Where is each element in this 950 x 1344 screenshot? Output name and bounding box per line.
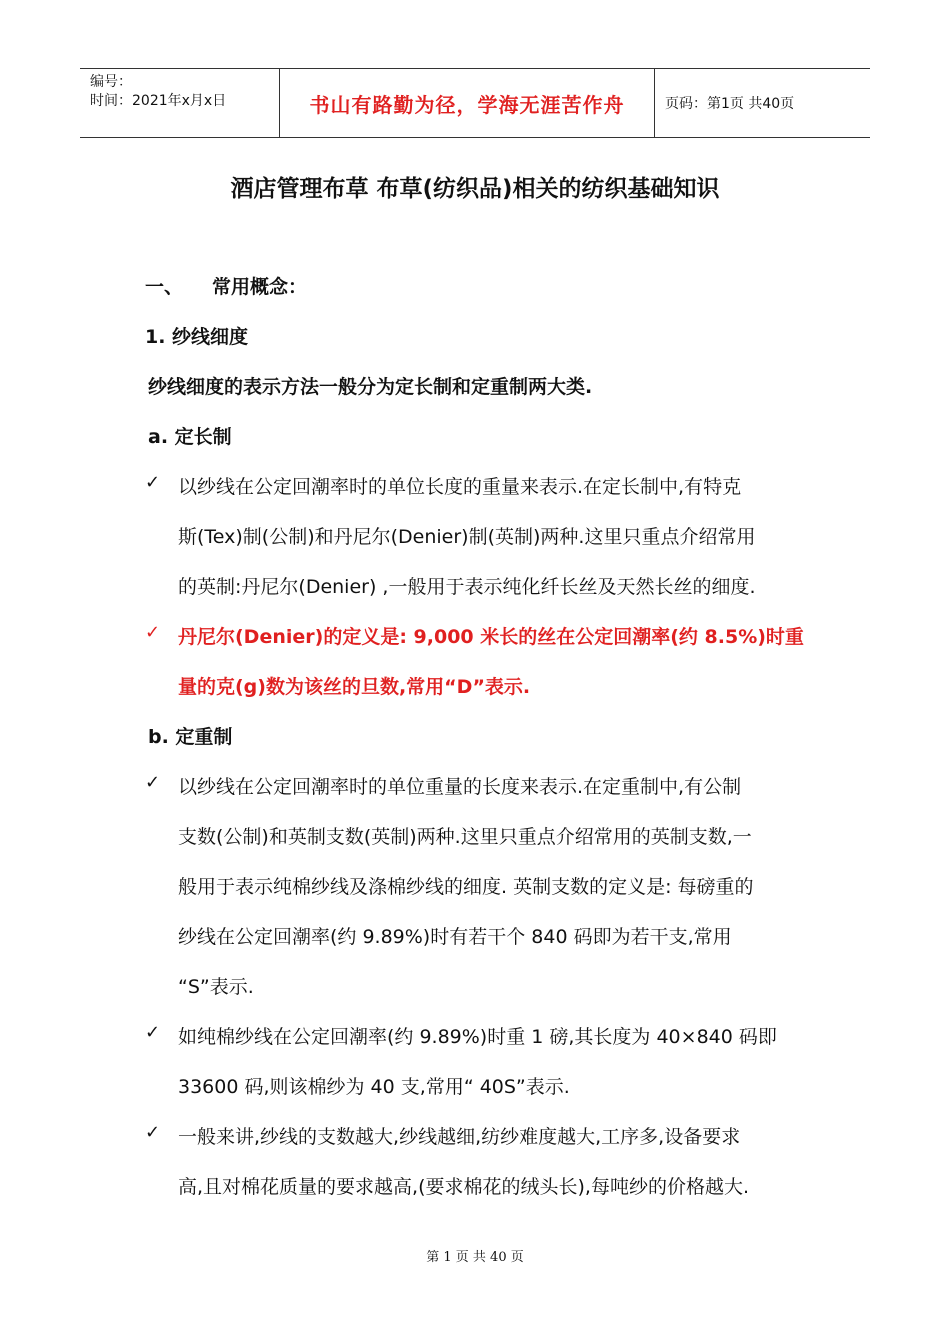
header-page-info: 页码：第1页 共40页 [665,96,795,112]
b2-line2: 33600 码,则该棉纱为 40 支,常用“ 40S”表示. [178,1076,570,1098]
subsection-heading: 1. 纱线细度 [145,326,249,348]
document-title: 酒店管理布草 布草(纺织品)相关的纺织基础知识 [230,176,720,202]
a1-line3: 的英制:丹尼尔(Denier) ,一般用于表示纯化纤长丝及天然长丝的细度. [178,576,756,598]
b3-line2: 高,且对棉花质量的要求越高,(要求棉花的绒头长),每吨纱的价格越大. [178,1176,749,1198]
b1-line4: 纱线在公定回潮率(约 9.89%)时有若干个 840 码即为若干支,常用 [178,926,732,948]
section-number: 一、 [145,276,184,298]
header-meta [80,69,280,137]
check-icon: ✓ [145,1122,161,1143]
a1-line2: 斯(Tex)制(公制)和丹尼尔(Denier)制(英制)两种.这里只重点介绍常用 [178,526,756,548]
number-label: 编号： [90,74,132,90]
check-icon: ✓ [145,772,161,793]
heading-b: b. 定重制 [148,726,233,748]
heading-a: a. 定长制 [148,426,232,448]
b2-line1: 如纯棉纱线在公定回潮率(约 9.89%)时重 1 磅,其长度为 40×840 码即 [178,1026,777,1048]
b1-line1: 以纱线在公定回潮率时的单位重量的长度来表示.在定重制中,有公制 [178,776,742,798]
a2-line1: 丹尼尔(Denier)的定义是: 9,000 米长的丝在公定回潮率(约 8.5%)时重 [178,626,804,648]
check-icon: ✓ [145,622,161,643]
header-motto: 书山有路勤为径，学海无涯苦作舟 [280,69,655,137]
a2-line2: 量的克(g)数为该丝的旦数,常用“D”表示. [178,676,531,698]
intro-paragraph: 纱线细度的表示方法一般分为定长制和定重制两大类. [148,376,593,398]
b1-line3: 般用于表示纯棉纱线及涤棉纱线的细度. 英制支数的定义是: 每磅重的 [178,876,754,898]
check-icon: ✓ [145,472,161,493]
a1-line1: 以纱线在公定回潮率时的单位长度的重量来表示.在定长制中,有特克 [178,476,742,498]
b3-line1: 一般来讲,纱线的支数越大,纱线越细,纺纱难度越大,工序多,设备要求 [178,1126,741,1148]
b1-line5: “S”表示. [178,976,254,998]
section-heading: 常用概念： [212,276,308,298]
b1-line2: 支数(公制)和英制支数(英制)两种.这里只重点介绍常用的英制支数,一 [178,826,752,848]
time-label: 时间：2021年x月x日 [90,93,227,109]
check-icon: ✓ [145,1022,161,1043]
page-footer: 第 1 页 共 40 页 [426,1250,524,1265]
document-header [80,68,870,138]
